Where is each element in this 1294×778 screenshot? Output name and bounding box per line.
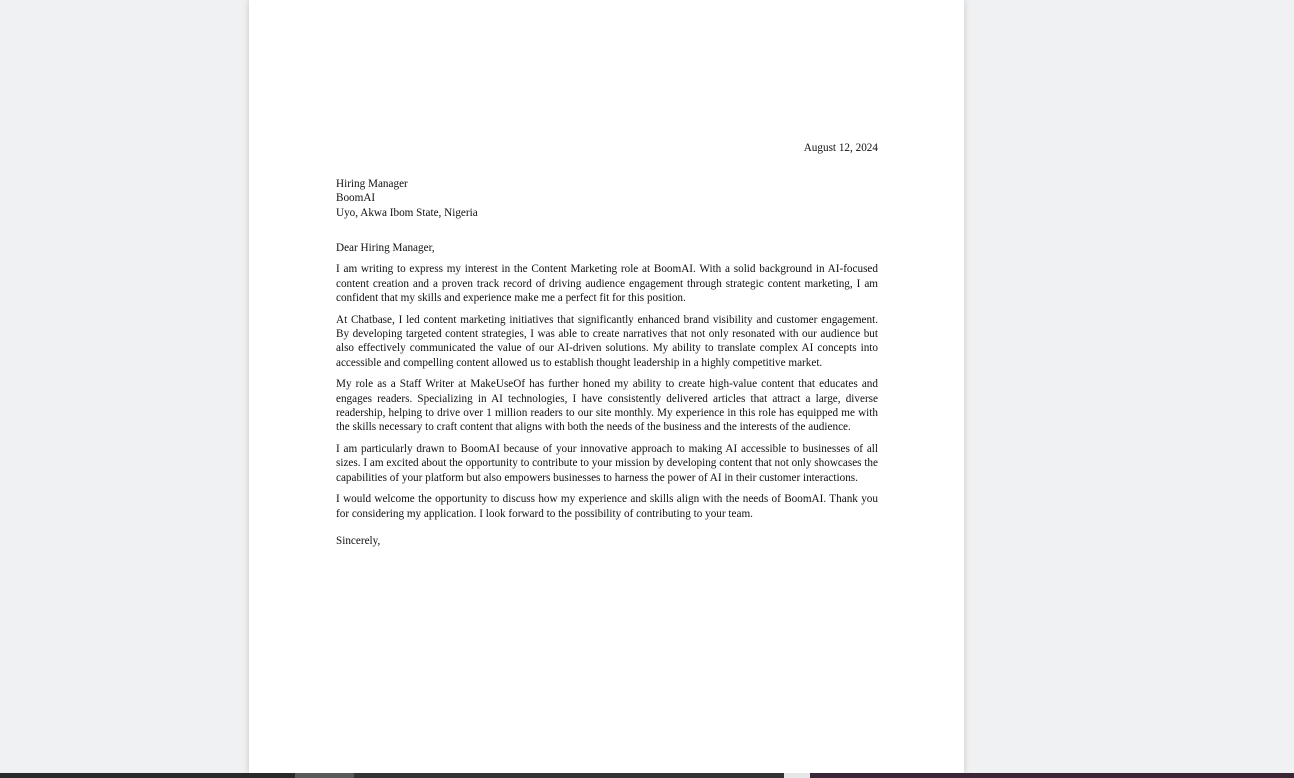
salutation: Dear Hiring Manager, [336, 242, 435, 254]
taskbar-segment-active[interactable] [295, 773, 354, 778]
paragraph-intro: I am writing to express my interest in the Content Marketing role at BoomAI. With a solid background in AI-focused content creation and a proven track record of driving audience engagement through strategic content marketing, I am confident that my skills and experience make me a perfect fit for this position. [336, 263, 878, 305]
recipient-name: Hiring Manager [336, 178, 408, 190]
taskbar-strip [0, 773, 1294, 778]
paragraph-makeuseof: My role as a Staff Writer at MakeUseOf has further honed my ability to create high-value content that educates and engages readers. Specializing in AI technologies, I have consistently delivered articles that attract a large, diverse readership, helping to drive over 1 million readers to our site monthly. My experience in this role has equipped me with the skills necessary to craft content that aligns with both the needs of the business and the interests of the audience. [336, 378, 878, 434]
taskbar-segment-light [784, 773, 810, 778]
recipient-company: BoomAI [336, 192, 376, 205]
paragraph-closing: I would welcome the opportunity to discuss how my experience and skills align with the needs of BoomAI. Thank you for considering my application. I look forward to the possibility of contributing to your team. [336, 493, 878, 520]
recipient-address [336, 177, 478, 220]
letter-body [336, 241, 878, 548]
taskbar-segment [354, 773, 784, 778]
letter-date: August 12, 2024 [803, 142, 878, 154]
paragraph-boomai: I am particularly drawn to BoomAI because of your innovative approach to making AI accessible to businesses of all sizes. I am excited about the opportunity to contribute to your mission by developing content that not only showcases the capabilities of your platform but also empowers businesses to harness the power of AI in their customer interactions. [336, 442, 878, 484]
closing-sincerely: Sincerely, [336, 534, 381, 547]
recipient-location: Uyo, Akwa Ibom State, Nigeria [336, 206, 478, 219]
taskbar-segment-dark [810, 773, 1294, 778]
taskbar-segment [0, 773, 295, 778]
paragraph-chatbase: At Chatbase, I led content marketing initiatives that significantly enhanced brand visibility and customer engagement. By developing targeted content strategies, I was able to create narratives that not only resonated with our audience but also effectively communicated the value of our AI-driven solutions. My ability to translate complex AI concepts into accessible and compelling content allowed us to establish thought leadership in a highly competitive market. [336, 313, 878, 369]
document-page [249, 0, 964, 773]
